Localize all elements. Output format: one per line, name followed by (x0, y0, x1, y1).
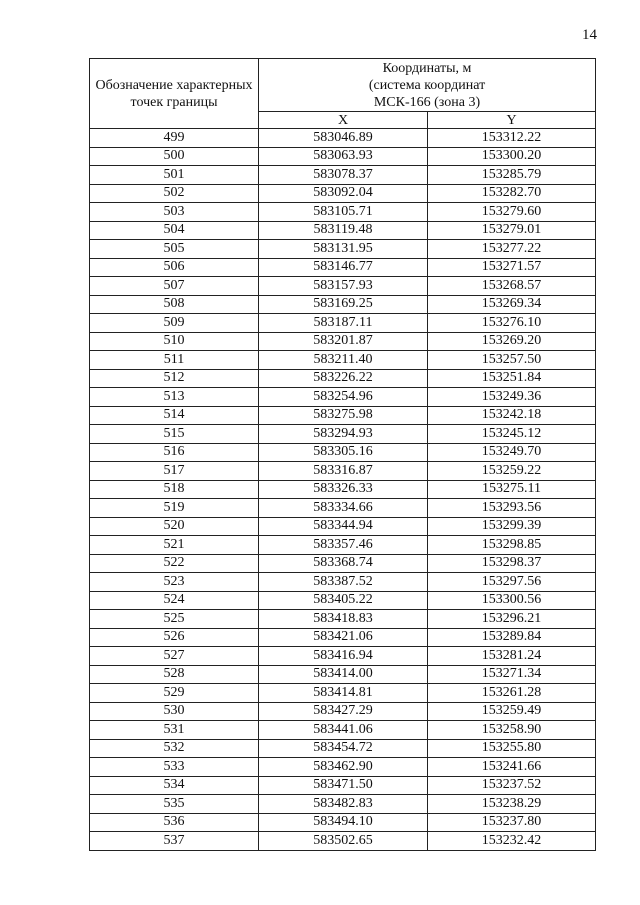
table-row (90, 832, 596, 851)
table-row (90, 203, 596, 222)
table-row (90, 406, 596, 425)
y-coordinate-cell: 153293.56 (428, 499, 596, 518)
table-row (90, 147, 596, 166)
coordinates-header-line: МСК-166 (зона 3) (373, 94, 481, 110)
table-row (90, 332, 596, 351)
table-row (90, 443, 596, 462)
point-id-cell: 520 (90, 517, 259, 536)
x-coordinate-cell: 583418.83 (259, 610, 428, 629)
point-id-cell: 512 (90, 369, 259, 388)
point-id-cell: 509 (90, 314, 259, 333)
point-id-cell: 501 (90, 166, 259, 185)
point-id-cell: 513 (90, 388, 259, 407)
y-coordinate-cell: 153281.24 (428, 647, 596, 666)
x-coordinate-cell: 583211.40 (259, 351, 428, 370)
y-coordinate-cell: 153275.11 (428, 480, 596, 499)
y-coordinate-cell: 153237.80 (428, 813, 596, 832)
table-row (90, 480, 596, 499)
x-coordinate-cell: 583187.11 (259, 314, 428, 333)
y-column-header: Y (428, 112, 596, 129)
x-coordinate-cell: 583316.87 (259, 462, 428, 481)
y-coordinate-cell: 153300.20 (428, 147, 596, 166)
point-id-cell: 537 (90, 832, 259, 851)
x-coordinate-cell: 583063.93 (259, 147, 428, 166)
point-id-cell: 526 (90, 628, 259, 647)
point-id-cell: 522 (90, 554, 259, 573)
x-coordinate-cell: 583254.96 (259, 388, 428, 407)
table-row (90, 813, 596, 832)
table-row (90, 739, 596, 758)
point-id-cell: 507 (90, 277, 259, 296)
point-id-cell: 517 (90, 462, 259, 481)
table-row (90, 369, 596, 388)
y-coordinate-cell: 153298.37 (428, 554, 596, 573)
x-coordinate-cell: 583226.22 (259, 369, 428, 388)
point-id-cell: 534 (90, 776, 259, 795)
x-coordinate-cell: 583414.00 (259, 665, 428, 684)
x-coordinate-cell: 583105.71 (259, 203, 428, 222)
x-coordinate-cell: 583441.06 (259, 721, 428, 740)
table-row (90, 536, 596, 555)
point-id-cell: 529 (90, 684, 259, 703)
table-row (90, 166, 596, 185)
x-coordinate-cell: 583368.74 (259, 554, 428, 573)
x-coordinate-cell: 583294.93 (259, 425, 428, 444)
point-id-cell: 510 (90, 332, 259, 351)
table-row (90, 573, 596, 592)
x-coordinate-cell: 583387.52 (259, 573, 428, 592)
x-coordinate-cell: 583326.33 (259, 480, 428, 499)
y-coordinate-cell: 153300.56 (428, 591, 596, 610)
coordinates-table (89, 58, 596, 851)
table-row (90, 295, 596, 314)
y-coordinate-cell: 153289.84 (428, 628, 596, 647)
point-id-cell: 530 (90, 702, 259, 721)
point-id-cell: 519 (90, 499, 259, 518)
x-column-header: X (259, 112, 428, 129)
y-coordinate-cell: 153268.57 (428, 277, 596, 296)
table-row (90, 425, 596, 444)
y-coordinate-cell: 153249.36 (428, 388, 596, 407)
y-coordinate-cell: 153312.22 (428, 129, 596, 148)
x-coordinate-cell: 583482.83 (259, 795, 428, 814)
point-id-cell: 514 (90, 406, 259, 425)
y-coordinate-cell: 153241.66 (428, 758, 596, 777)
table-row (90, 184, 596, 203)
y-coordinate-cell: 153237.52 (428, 776, 596, 795)
x-coordinate-cell: 583305.16 (259, 443, 428, 462)
y-coordinate-cell: 153271.57 (428, 258, 596, 277)
point-id-cell: 527 (90, 647, 259, 666)
point-id-cell: 518 (90, 480, 259, 499)
table-row (90, 517, 596, 536)
point-id-cell: 525 (90, 610, 259, 629)
point-id-cell: 499 (90, 129, 259, 148)
x-coordinate-cell: 583405.22 (259, 591, 428, 610)
x-coordinate-cell: 583471.50 (259, 776, 428, 795)
x-coordinate-cell: 583334.66 (259, 499, 428, 518)
table-row (90, 351, 596, 370)
table-row (90, 665, 596, 684)
x-coordinate-cell: 583462.90 (259, 758, 428, 777)
y-coordinate-cell: 153258.90 (428, 721, 596, 740)
y-coordinate-cell: 153298.85 (428, 536, 596, 555)
table-row (90, 628, 596, 647)
table-row (90, 499, 596, 518)
x-coordinate-cell: 583502.65 (259, 832, 428, 851)
x-coordinate-cell: 583169.25 (259, 295, 428, 314)
x-coordinate-cell: 583046.89 (259, 129, 428, 148)
y-coordinate-cell: 153232.42 (428, 832, 596, 851)
table-body (90, 129, 596, 851)
point-id-cell: 532 (90, 739, 259, 758)
table-row (90, 758, 596, 777)
y-coordinate-cell: 153271.34 (428, 665, 596, 684)
x-coordinate-cell: 583275.98 (259, 406, 428, 425)
x-coordinate-cell: 583131.95 (259, 240, 428, 259)
y-coordinate-cell: 153276.10 (428, 314, 596, 333)
x-coordinate-cell: 583146.77 (259, 258, 428, 277)
point-id-cell: 506 (90, 258, 259, 277)
point-id-cell: 503 (90, 203, 259, 222)
coordinates-header-line: (система координат (368, 77, 486, 93)
table-header (90, 59, 596, 129)
table-row (90, 647, 596, 666)
x-coordinate-cell: 583414.81 (259, 684, 428, 703)
x-coordinate-cell: 583092.04 (259, 184, 428, 203)
x-coordinate-cell: 583427.29 (259, 702, 428, 721)
point-id-cell: 536 (90, 813, 259, 832)
point-id-cell: 528 (90, 665, 259, 684)
point-id-cell: 535 (90, 795, 259, 814)
y-coordinate-cell: 153297.56 (428, 573, 596, 592)
table-row (90, 240, 596, 259)
table-row (90, 795, 596, 814)
x-coordinate-cell: 583344.94 (259, 517, 428, 536)
y-coordinate-cell: 153279.60 (428, 203, 596, 222)
x-coordinate-cell: 583157.93 (259, 277, 428, 296)
table-row (90, 388, 596, 407)
point-id-cell: 504 (90, 221, 259, 240)
coordinates-header (259, 59, 596, 112)
point-id-cell: 533 (90, 758, 259, 777)
coordinates-header-line: Координаты, м (382, 60, 472, 76)
y-coordinate-cell: 153296.21 (428, 610, 596, 629)
point-id-cell: 502 (90, 184, 259, 203)
point-id-cell: 516 (90, 443, 259, 462)
x-coordinate-cell: 583201.87 (259, 332, 428, 351)
y-coordinate-cell: 153282.70 (428, 184, 596, 203)
y-coordinate-cell: 153251.84 (428, 369, 596, 388)
y-coordinate-cell: 153259.22 (428, 462, 596, 481)
x-coordinate-cell: 583119.48 (259, 221, 428, 240)
y-coordinate-cell: 153245.12 (428, 425, 596, 444)
y-coordinate-cell: 153238.29 (428, 795, 596, 814)
x-coordinate-cell: 583078.37 (259, 166, 428, 185)
table-row (90, 462, 596, 481)
page-number: 14 (582, 27, 597, 43)
point-id-cell: 508 (90, 295, 259, 314)
x-coordinate-cell: 583494.10 (259, 813, 428, 832)
table-row (90, 277, 596, 296)
table-row (90, 591, 596, 610)
point-id-cell: 531 (90, 721, 259, 740)
y-coordinate-cell: 153255.80 (428, 739, 596, 758)
table-row (90, 610, 596, 629)
point-id-cell: 511 (90, 351, 259, 370)
y-coordinate-cell: 153242.18 (428, 406, 596, 425)
table-row (90, 684, 596, 703)
y-coordinate-cell: 153261.28 (428, 684, 596, 703)
table-row (90, 221, 596, 240)
table-row (90, 702, 596, 721)
y-coordinate-cell: 153285.79 (428, 166, 596, 185)
y-coordinate-cell: 153269.34 (428, 295, 596, 314)
y-coordinate-cell: 153279.01 (428, 221, 596, 240)
table-row (90, 554, 596, 573)
table-row (90, 129, 596, 148)
y-coordinate-cell: 153269.20 (428, 332, 596, 351)
table-row (90, 776, 596, 795)
table-row (90, 314, 596, 333)
point-id-cell: 505 (90, 240, 259, 259)
point-id-cell: 515 (90, 425, 259, 444)
x-coordinate-cell: 583357.46 (259, 536, 428, 555)
y-coordinate-cell: 153299.39 (428, 517, 596, 536)
y-coordinate-cell: 153277.22 (428, 240, 596, 259)
y-coordinate-cell: 153249.70 (428, 443, 596, 462)
point-id-cell: 500 (90, 147, 259, 166)
point-label-header: Обозначение характерных точек границы (90, 59, 259, 129)
table-row (90, 258, 596, 277)
y-coordinate-cell: 153257.50 (428, 351, 596, 370)
table-row (90, 721, 596, 740)
point-id-cell: 524 (90, 591, 259, 610)
x-coordinate-cell: 583416.94 (259, 647, 428, 666)
x-coordinate-cell: 583421.06 (259, 628, 428, 647)
x-coordinate-cell: 583454.72 (259, 739, 428, 758)
point-id-cell: 521 (90, 536, 259, 555)
point-id-cell: 523 (90, 573, 259, 592)
y-coordinate-cell: 153259.49 (428, 702, 596, 721)
